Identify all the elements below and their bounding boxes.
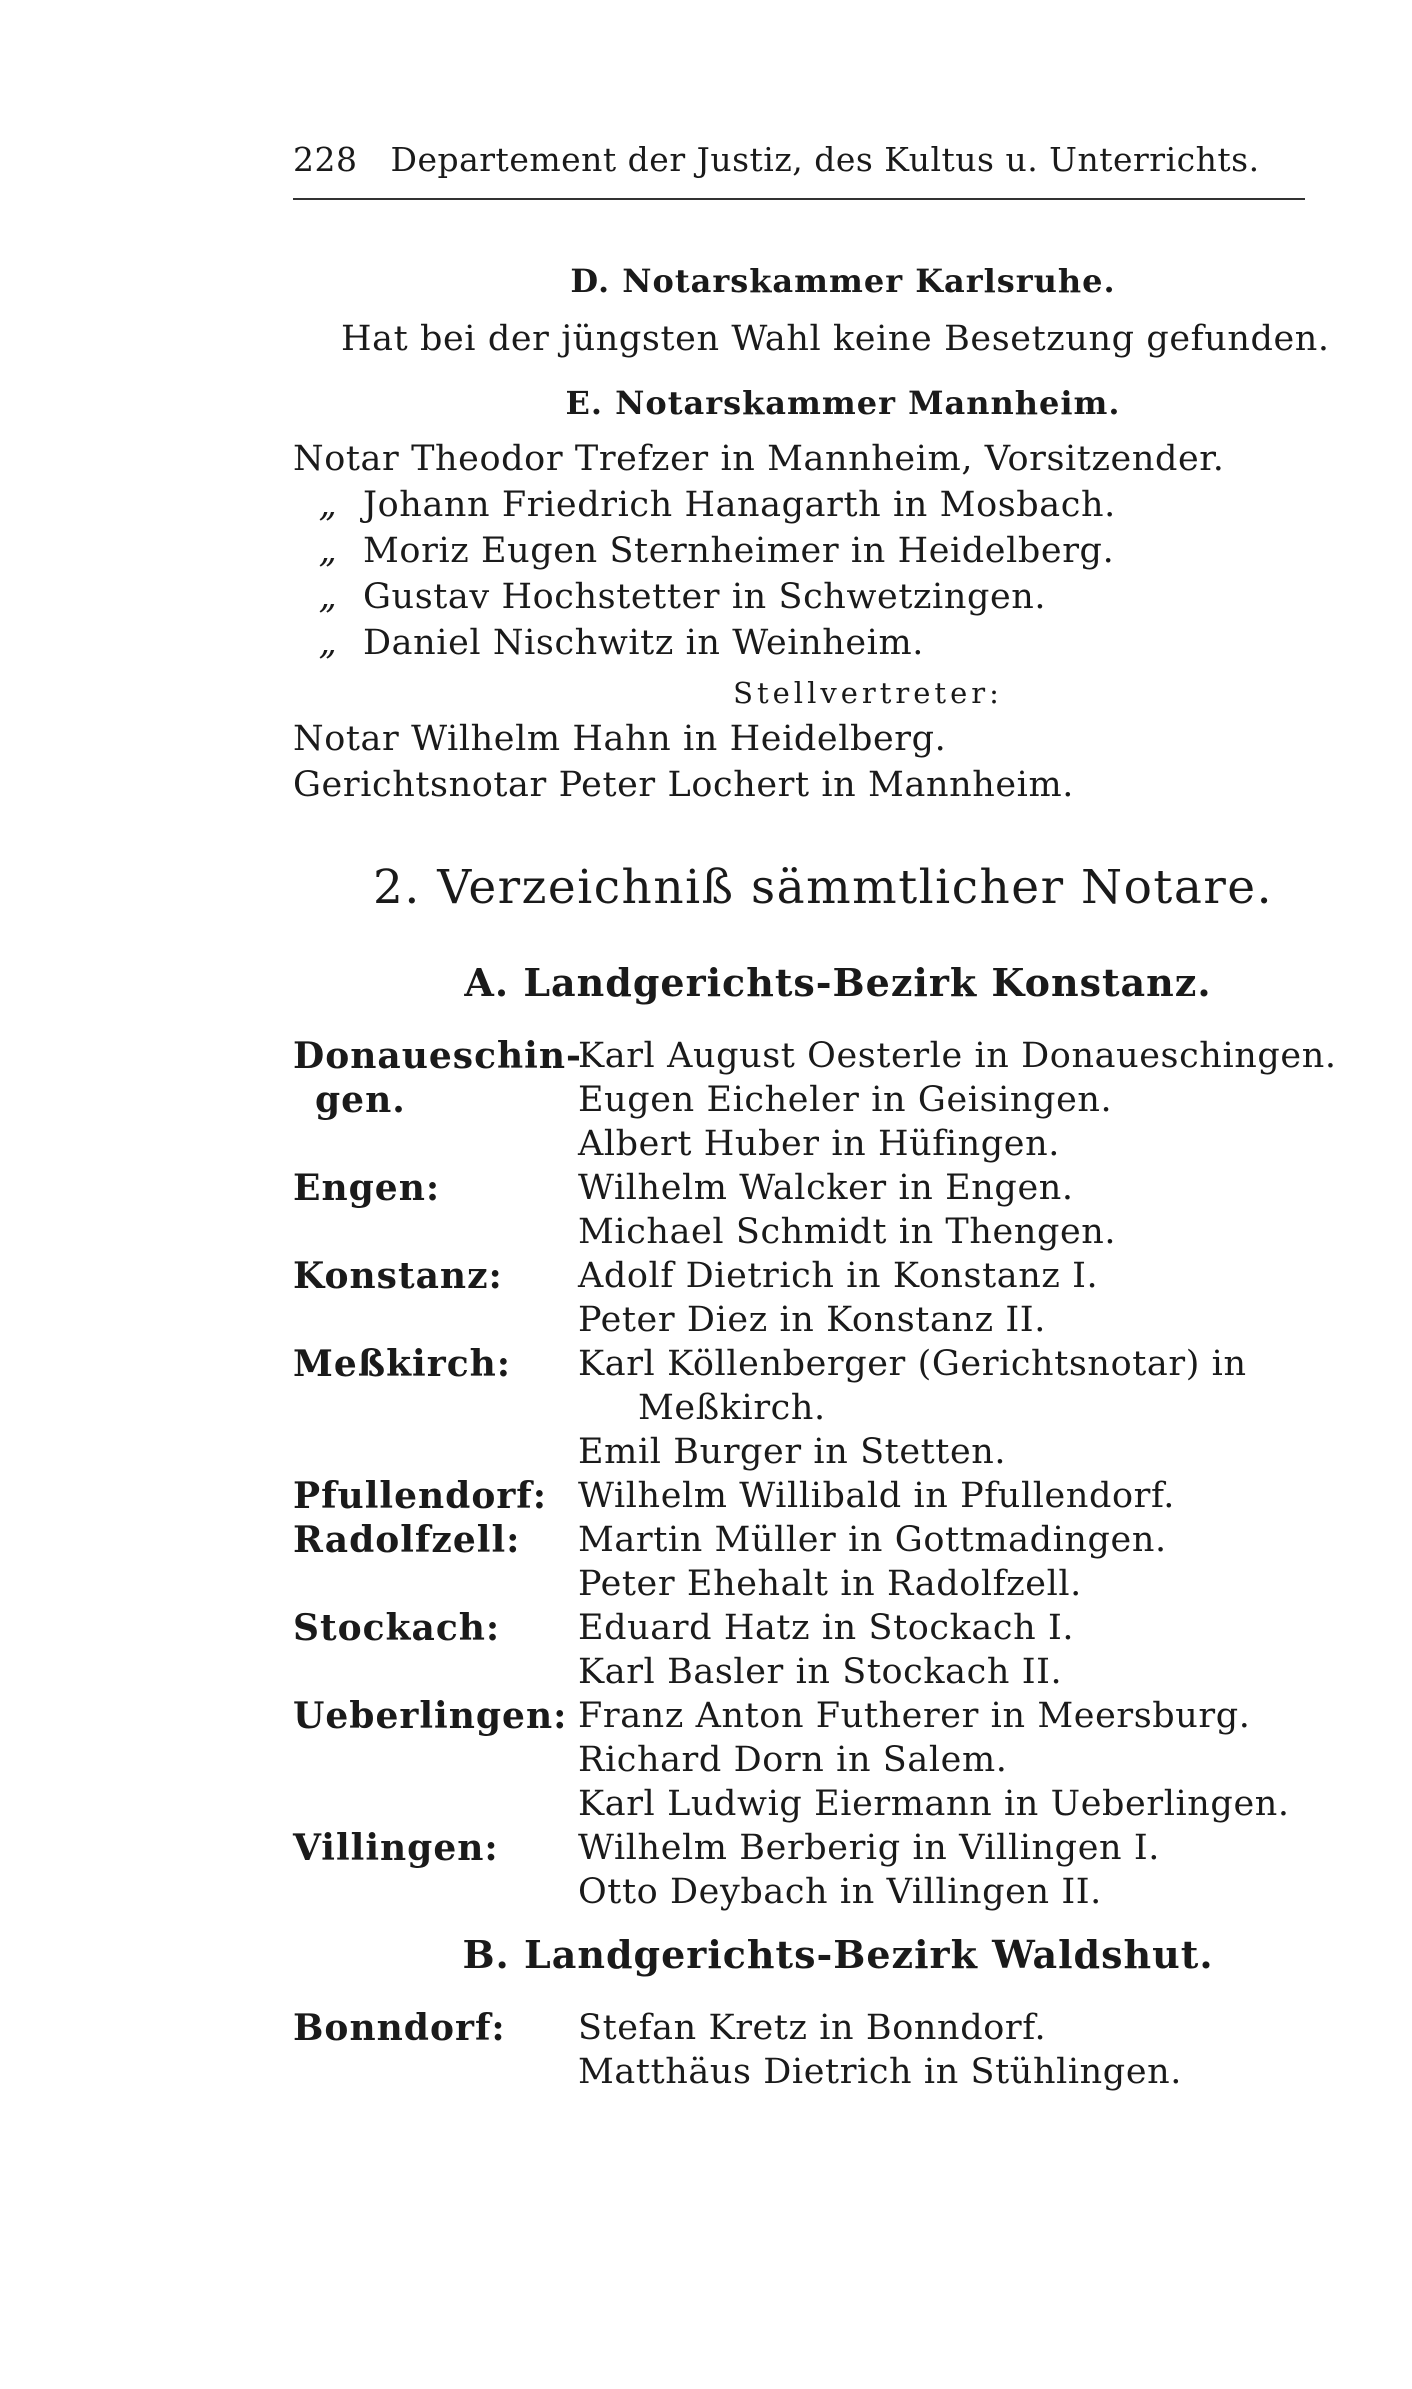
place-name-part: Donaueschin- (293, 1035, 582, 1077)
notary-line: Meßkirch. (638, 1388, 826, 1428)
notary-line: Wilhelm Walcker in Engen. (578, 1168, 1074, 1208)
section-2-title: 2. Verzeichniß sämmtlicher Notare. (372, 860, 1274, 915)
notary-line: Eugen Eicheler in Geisingen. (578, 1080, 1113, 1120)
section-d-text: Hat bei der jüngsten Wahl keine Besetzung gefunden. (341, 319, 1330, 359)
chair-line: Notar Theodor Trefzer in Mannheim, Vorsitzender. (293, 439, 1225, 479)
list-item (293, 1166, 1333, 1254)
notary-line: Stefan Kretz in Bonndorf. (578, 2008, 1047, 2048)
notary-line: Michael Schmidt in Thengen. (578, 1212, 1117, 1252)
place-name: Engen: (293, 1167, 441, 1209)
notary-names (578, 1342, 1333, 1474)
district-a-heading: A. Landgerichts-Bezirk Konstanz. (464, 960, 1212, 1005)
place-name: Konstanz: (293, 1255, 503, 1297)
notary-line: Wilhelm Berberig in Villingen I. (578, 1828, 1161, 1868)
member-name: Moriz Eugen Sternheimer in Heidelberg. (363, 531, 1115, 571)
notary-line: Otto Deybach in Villingen II. (578, 1872, 1102, 1912)
notary-names (578, 1606, 1333, 1694)
list-item (293, 1826, 1333, 1914)
section-d-body (293, 316, 1333, 362)
district-a (293, 960, 1333, 1005)
district-a-list (293, 1034, 1337, 1914)
page-number: 228 (293, 140, 358, 179)
place-name: Pfullendorf: (293, 1475, 548, 1517)
notary-names (578, 1254, 1333, 1342)
notary-line: Emil Burger in Stetten. (578, 1432, 1007, 1472)
place-name: Meßkirch: (293, 1343, 512, 1385)
notary-line: Albert Huber in Hüfingen. (578, 1124, 1060, 1164)
running-header (293, 140, 1303, 179)
district-b-heading: B. Landgerichts-Bezirk Waldshut. (462, 1932, 1214, 1977)
list-item (293, 2006, 1333, 2094)
member-name: Gustav Hochstetter in Schwetzingen. (363, 577, 1047, 617)
notary-line: Peter Ehehalt in Radolfzell. (578, 1564, 1082, 1604)
header-rule (293, 198, 1305, 200)
notary-line: Wilhelm Willibald in Pfullendorf. (578, 1476, 1176, 1516)
member-line (293, 482, 1333, 528)
list-item (293, 1342, 1333, 1474)
ditto-mark: „ (318, 485, 338, 525)
section-2 (293, 860, 1333, 915)
place-name: Bonndorf: (293, 2007, 506, 2049)
list-item (293, 1474, 1333, 1518)
list-item (293, 1254, 1333, 1342)
place-name: Stockach: (293, 1607, 501, 1649)
place-name-part: gen. (315, 1079, 406, 1121)
notary-line: Martin Müller in Gottmadingen. (578, 1520, 1167, 1560)
notary-names (578, 2006, 1333, 2094)
notary-line: Eduard Hatz in Stockach I. (578, 1608, 1075, 1648)
notary-names (578, 1694, 1333, 1826)
place-name: Villingen: (293, 1827, 499, 1869)
notary-line: Adolf Dietrich in Konstanz I. (578, 1256, 1099, 1296)
member-line (293, 528, 1333, 574)
deputy-line: Notar Wilhelm Hahn in Heidelberg. (293, 719, 947, 759)
place-name: Ueberlingen: (293, 1695, 568, 1737)
place-name (293, 1034, 582, 1166)
notary-names (578, 1474, 1333, 1518)
notary-line: Karl Basler in Stockach II. (578, 1652, 1063, 1692)
member-name: Johann Friedrich Hanagarth in Mosbach. (363, 485, 1116, 525)
district-b (293, 1932, 1333, 1977)
notary-line: Karl August Oesterle in Donaueschingen. (578, 1036, 1337, 1076)
list-item (293, 1694, 1333, 1826)
section-d (293, 262, 1333, 300)
notary-line: Matthäus Dietrich in Stühlingen. (578, 2052, 1182, 2092)
notary-line: Karl Ludwig Eiermann in Ueberlingen. (578, 1784, 1290, 1824)
notary-names (578, 1826, 1333, 1914)
district-b-list (293, 2006, 1333, 2094)
running-title: Departement der Justiz, des Kultus u. Unterrichts. (390, 140, 1260, 179)
notary-names (578, 1518, 1333, 1606)
notary-names (578, 1034, 1337, 1166)
notary-line: Peter Diez in Konstanz II. (578, 1300, 1046, 1340)
deputy-line: Gerichtsnotar Peter Lochert in Mannheim. (293, 765, 1074, 805)
list-item (293, 1606, 1333, 1694)
member-line (293, 574, 1333, 620)
section-e-heading: E. Notarskammer Mannheim. (565, 384, 1121, 422)
member-line (293, 620, 1333, 666)
ditto-mark: „ (318, 623, 338, 663)
notary-names (578, 1166, 1333, 1254)
section-d-heading: D. Notarskammer Karlsruhe. (570, 262, 1116, 300)
ditto-mark: „ (318, 577, 338, 617)
notary-line: Richard Dorn in Salem. (578, 1740, 1008, 1780)
list-item (293, 1034, 1337, 1166)
notary-line: Franz Anton Futherer in Meersburg. (578, 1696, 1251, 1736)
member-name: Daniel Nischwitz in Weinheim. (363, 623, 924, 663)
notary-line: Karl Köllenberger (Gerichtsnotar) in (578, 1344, 1247, 1384)
list-item (293, 1518, 1333, 1606)
deputies-label: Stellvertreter: (733, 676, 1003, 710)
place-name: Radolfzell: (293, 1519, 521, 1561)
section-e-body (293, 436, 1333, 808)
ditto-mark: „ (318, 531, 338, 571)
section-e (293, 384, 1333, 422)
